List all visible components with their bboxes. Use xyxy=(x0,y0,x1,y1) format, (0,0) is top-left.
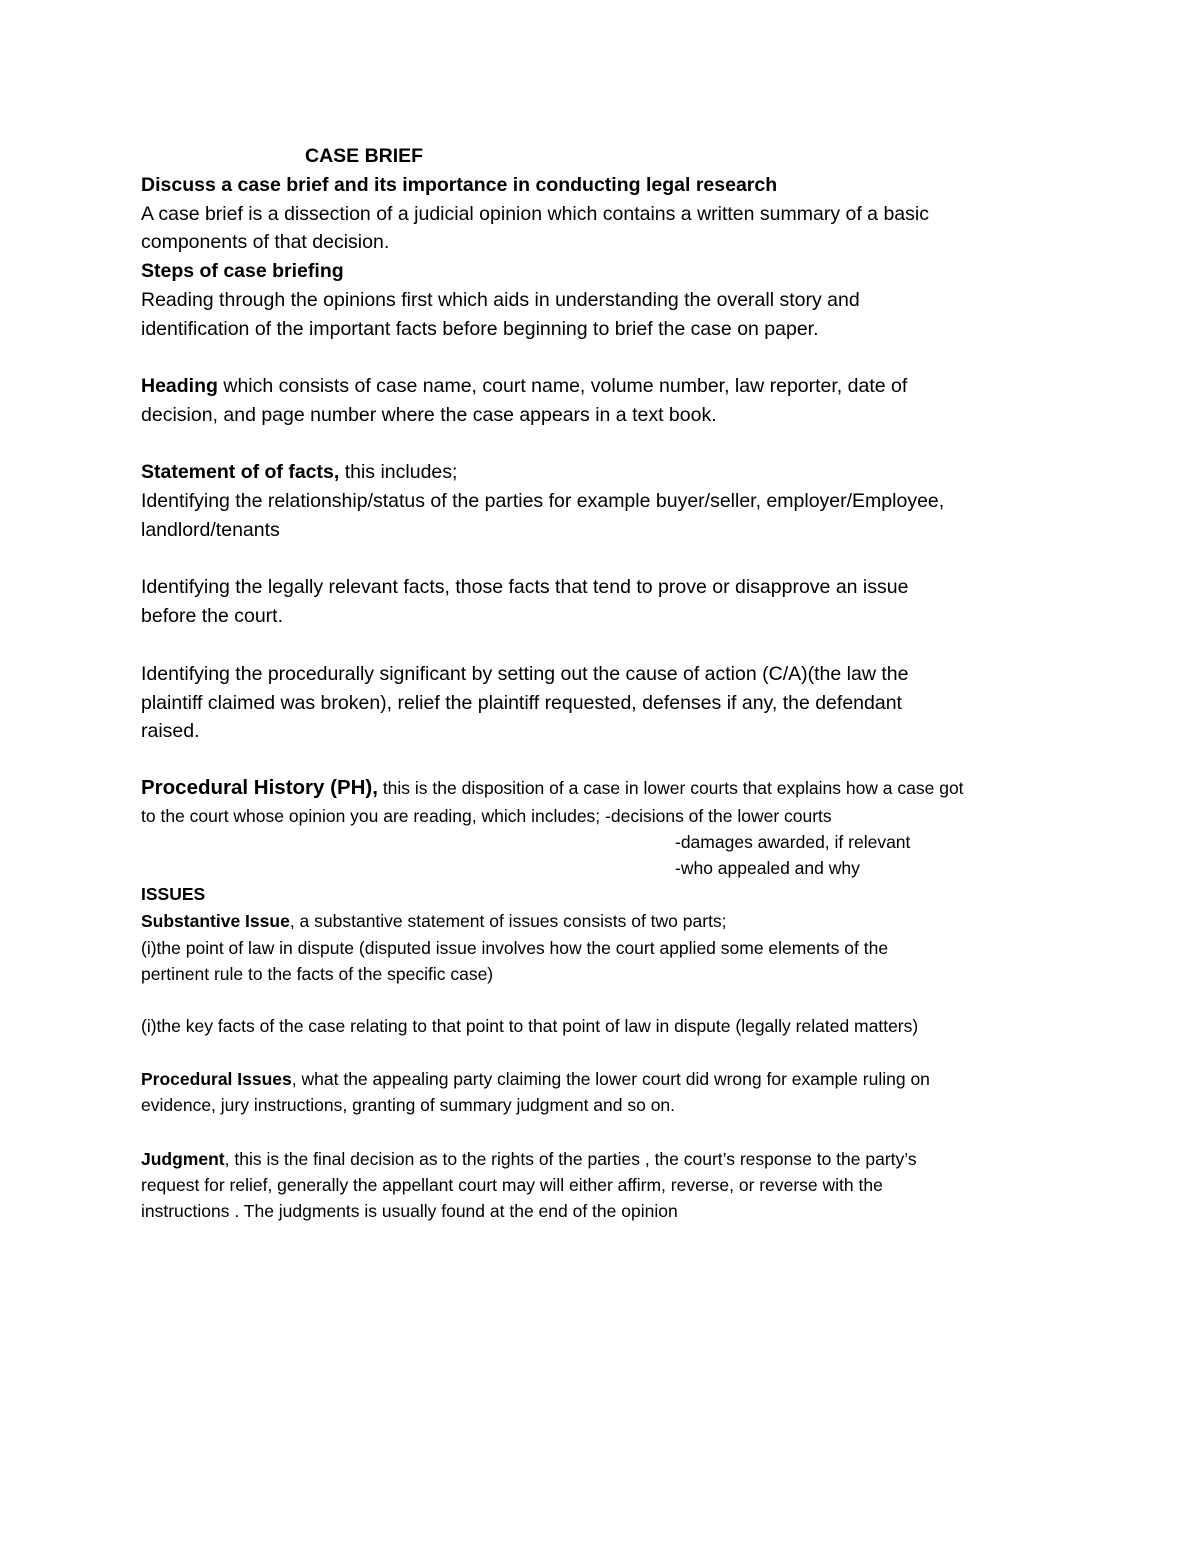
procedural-history-list-item: -damages awarded, if relevant xyxy=(675,832,911,852)
substantive-issue-line: (i)the key facts of the case relating to that point to that point of law in dispute (legally related matters) xyxy=(141,1016,919,1036)
substantive-issue-text: , a substantive statement of issues consists of two parts; xyxy=(289,911,727,931)
judgment-text: , this is the final decision as to the rights of the parties , the court’s response to the party’s xyxy=(224,1149,917,1169)
procedural-issues-text: , what the appealing party claiming the lower court did wrong for example ruling on xyxy=(291,1069,930,1089)
substantive-issue-term: Substantive Issue xyxy=(141,911,290,931)
procedural-history-text: this is the disposition of a case in lower courts that explains how a case got xyxy=(377,778,964,798)
judgment-term: Judgment xyxy=(141,1149,225,1169)
facts-text-line: Identifying the procedurally significant by setting out the cause of action (C/A)(the law the xyxy=(141,663,909,685)
substantive-issue-line xyxy=(141,910,727,932)
facts-text-line: before the court. xyxy=(141,605,284,627)
judgment-line: instructions . The judgments is usually found at the end of the opinion xyxy=(141,1201,678,1221)
steps-text-line: identification of the important facts before beginning to brief the case on paper. xyxy=(141,318,819,340)
heading-section-line: decision, and page number where the case appears in a text book. xyxy=(141,404,717,426)
intro-heading: Discuss a case brief and its importance in conducting legal research xyxy=(141,174,778,196)
facts-text-line: landlord/tenants xyxy=(141,519,280,541)
steps-heading: Steps of case briefing xyxy=(141,260,344,282)
steps-text-line: Reading through the opinions first which aids in understanding the overall story and xyxy=(141,289,860,311)
facts-text-line: raised. xyxy=(141,720,200,742)
intro-text-line: A case brief is a dissection of a judicial opinion which contains a written summary of a basic xyxy=(141,203,929,225)
document-title: CASE BRIEF xyxy=(305,145,424,167)
facts-text: this includes; xyxy=(339,461,458,483)
heading-term: Heading xyxy=(141,375,218,397)
procedural-issues-line: evidence, jury instructions, granting of summary judgment and so on. xyxy=(141,1095,676,1115)
judgment-line xyxy=(141,1148,917,1170)
facts-heading-line xyxy=(141,460,457,484)
facts-text-line: Identifying the relationship/status of the parties for example buyer/seller, employer/Employee, xyxy=(141,490,945,512)
procedural-history-list-item: -who appealed and why xyxy=(675,858,860,878)
facts-term: Statement of of facts, xyxy=(141,461,340,483)
substantive-issue-line: (i)the point of law in dispute (disputed issue involves how the court applied some elements of the xyxy=(141,938,889,958)
heading-text: which consists of case name, court name, volume number, law reporter, date of xyxy=(217,375,908,397)
procedural-history-term: Procedural History (PH), xyxy=(141,776,378,799)
procedural-history-line xyxy=(141,777,964,799)
procedural-issues-term: Procedural Issues xyxy=(141,1069,292,1089)
procedural-history-line: to the court whose opinion you are reading, which includes; -decisions of the lower courts xyxy=(141,806,832,826)
facts-text-line: plaintiff claimed was broken), relief the plaintiff requested, defenses if any, the defendant xyxy=(141,692,902,714)
heading-section-line xyxy=(141,374,907,398)
substantive-issue-line: pertinent rule to the facts of the specific case) xyxy=(141,964,494,984)
procedural-issues-line xyxy=(141,1068,930,1090)
judgment-line: request for relief, generally the appellant court may will either affirm, reverse, or reverse with the xyxy=(141,1175,883,1195)
intro-text-line: components of that decision. xyxy=(141,231,390,253)
issues-heading: ISSUES xyxy=(141,884,206,904)
facts-text-line: Identifying the legally relevant facts, those facts that tend to prove or disapprove an issue xyxy=(141,576,909,598)
